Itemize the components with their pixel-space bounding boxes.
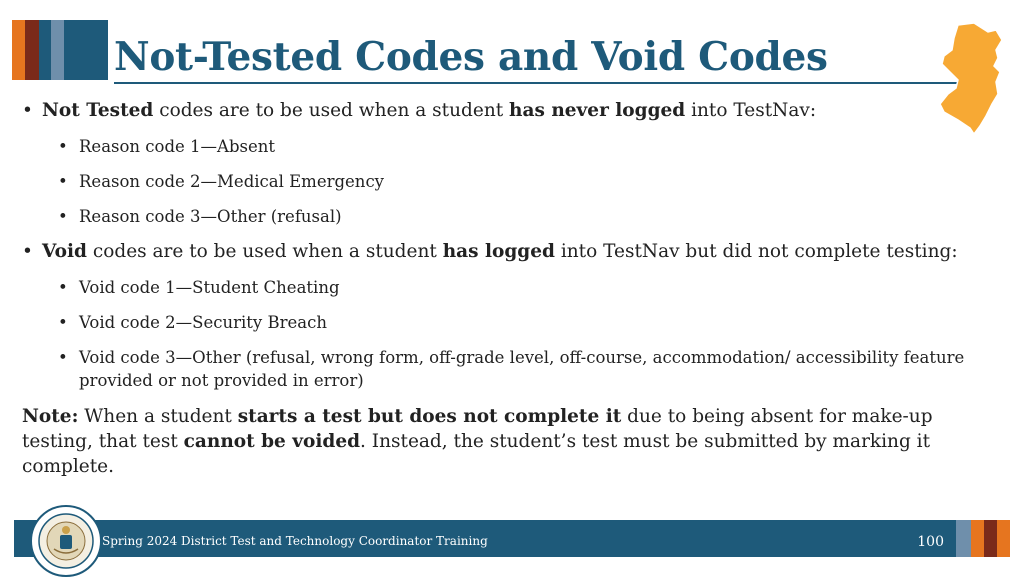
bullet-text: codes are to be used when a student	[153, 100, 510, 121]
header-stripes	[12, 20, 108, 80]
bullet-void: • Void codes are to be used when a student has logged into TestNav but did not complete testing:	[22, 241, 958, 262]
footer-text: Spring 2024 District Test and Technology Coordinator Training	[102, 534, 488, 548]
never-logged-phrase: has never logged	[509, 100, 686, 121]
void-code-3: Void code 3—Other (refusal, wrong form, off-grade level, off-course, accommodation/ accessibility feature provided or not provided in error)	[79, 348, 965, 390]
void-term: Void	[42, 241, 87, 262]
bullet-text: codes are to be used when a student	[86, 241, 443, 262]
sub-bullet: • Void code 1—Student Cheating	[58, 278, 340, 297]
slide-content	[22, 99, 982, 479]
void-code-1: Void code 1—Student Cheating	[79, 278, 340, 297]
footer-bar	[14, 520, 956, 557]
stripe-blue-wide	[64, 20, 108, 80]
sub-bullet: • Reason code 2—Medical Emergency	[58, 172, 385, 191]
sub-bullet: • Void code 3—Other (refusal, wrong form, off-grade level, off-course, accommodation/ accessibility feature provided or not provided in error)	[58, 348, 965, 390]
reason-code-3: Reason code 3—Other (refusal)	[79, 207, 342, 226]
sub-bullet: • Reason code 3—Other (refusal)	[58, 207, 342, 226]
reason-code-1: Reason code 1—Absent	[79, 137, 276, 156]
sub-bullet: • Void code 2—Security Breach	[58, 313, 327, 332]
stripe-blue	[39, 20, 51, 80]
bullet-not-tested: • Not Tested codes are to be used when a student has never logged into TestNav:	[22, 100, 817, 121]
title-underline	[114, 82, 962, 84]
note-label: Note:	[22, 406, 79, 427]
void-code-2: Void code 2—Security Breach	[79, 313, 327, 332]
sub-bullet: • Reason code 1—Absent	[58, 137, 276, 156]
note-emphasis: starts a test but does not complete it	[237, 406, 622, 427]
note-paragraph: Note: When a student starts a test but does not complete it due to being absent for make-up testing, that test cannot be voided. Instead, the student’s test must be submitted by marking it complete.	[22, 406, 933, 477]
reason-code-2: Reason code 2—Medical Emergency	[79, 172, 385, 191]
stripe-grey-blue	[51, 20, 64, 80]
stripe-maroon	[25, 20, 39, 80]
footer-stripes	[956, 520, 1010, 557]
state-seal-icon	[30, 505, 102, 577]
bullet-text: into TestNav:	[685, 100, 817, 121]
stripe-orange	[12, 20, 25, 80]
has-logged-phrase: has logged	[442, 241, 555, 262]
not-tested-term: Not Tested	[42, 100, 154, 121]
slide-title: Not-Tested Codes and Void Codes	[114, 34, 828, 80]
page-number: 100	[917, 534, 944, 550]
bullet-text: into TestNav but did not complete testing:	[554, 241, 958, 262]
note-emphasis: cannot be voided	[183, 431, 361, 452]
